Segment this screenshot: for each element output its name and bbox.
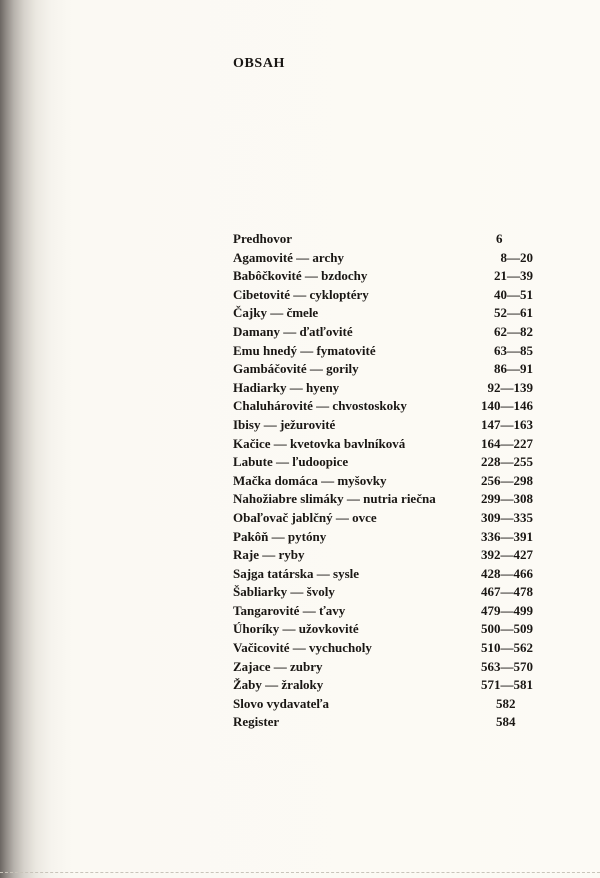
toc-entry	[233, 583, 533, 602]
toc-entry	[233, 695, 533, 714]
toc-entry	[233, 472, 533, 491]
toc-entry-title: Damany — ďatľovité	[233, 323, 353, 339]
toc-entry-pages: 21—39	[494, 268, 533, 284]
toc-entry	[233, 565, 533, 584]
toc-entry	[233, 397, 533, 416]
toc-entry-pages: 571—581	[481, 677, 533, 693]
page-title: OBSAH	[233, 56, 286, 71]
toc-entry-pages: 563—570	[481, 658, 533, 674]
toc-entry-title: Úhoríky — užovkovité	[233, 621, 359, 637]
toc-entry	[233, 286, 533, 305]
toc-entry-title: Ibisy — ježurovité	[233, 416, 336, 432]
toc-entry	[233, 676, 533, 695]
toc-entry-title: Emu hnedý — fymatovité	[233, 342, 376, 358]
toc-entry-title: Hadiarky — hyeny	[233, 379, 340, 395]
table-of-contents	[233, 230, 533, 732]
toc-entry-title: Čajky — čmele	[233, 305, 319, 321]
toc-entry-pages: 582	[496, 695, 516, 711]
toc-entry-pages: 228—255	[481, 454, 533, 470]
toc-entry-title: Kačice — kvetovka bavlníková	[233, 435, 406, 451]
toc-entry-title: Sajga tatárska — sysle	[233, 565, 360, 581]
toc-entry-title: Babôčkovité — bzdochy	[233, 268, 368, 284]
toc-entry-pages: 63—85	[494, 342, 533, 358]
toc-entry-pages: 256—298	[481, 472, 533, 488]
toc-entry-title: Obaľovač jablčný — ovce	[233, 509, 377, 525]
toc-entry-title: Chaluhárovité — chvostoskoky	[233, 398, 407, 414]
toc-entry-title: Šabliarky — švoly	[233, 584, 335, 600]
toc-entry-pages: 467—478	[481, 584, 533, 600]
toc-entry	[233, 528, 533, 547]
toc-entry	[233, 602, 533, 621]
toc-entry-title: Slovo vydavateľa	[233, 695, 330, 711]
toc-entry-pages: 140—146	[481, 398, 533, 414]
toc-entry-title: Žaby — žraloky	[233, 677, 324, 693]
toc-entry-title: Cibetovité — cykloptéry	[233, 286, 369, 302]
toc-entry	[233, 453, 533, 472]
toc-entry-pages: 336—391	[481, 528, 533, 544]
toc-entry	[233, 323, 533, 342]
toc-entry-pages: 62—82	[494, 323, 533, 339]
toc-entry	[233, 416, 533, 435]
toc-entry	[233, 267, 533, 286]
toc-entry-pages: 309—335	[481, 509, 533, 525]
toc-entry-title: Zajace — zubry	[233, 658, 323, 674]
toc-entry-pages: 500—509	[481, 621, 533, 637]
toc-entry	[233, 379, 533, 398]
toc-entry	[233, 490, 533, 509]
page-edge-line	[0, 872, 600, 874]
toc-entry-title: Labute — ľudoopice	[233, 454, 349, 470]
toc-entry-pages: 40—51	[494, 286, 533, 302]
toc-entry	[233, 639, 533, 658]
toc-entry-pages: 164—227	[481, 435, 533, 451]
toc-entry-pages: 510—562	[481, 640, 533, 656]
toc-entry-pages: 479—499	[481, 602, 533, 618]
toc-entry	[233, 620, 533, 639]
toc-entry-pages: 6	[496, 231, 503, 246]
toc-entry-pages: 392—427	[481, 547, 533, 563]
toc-entry-pages: 92—139	[487, 379, 533, 395]
toc-entry	[233, 713, 533, 732]
toc-entry-pages: 8—20	[500, 249, 533, 265]
toc-entry-title: Agamovité — archy	[233, 249, 344, 265]
toc-entry	[233, 249, 533, 268]
toc-entry-pages: 584	[496, 714, 516, 730]
toc-entry-title: Pakôň — pytóny	[233, 528, 327, 544]
toc-entry-title: Predhovor	[233, 231, 292, 246]
toc-entry	[233, 509, 533, 528]
toc-entry-title: Vačicovité — vychucholy	[233, 640, 372, 656]
toc-entry-pages: 52—61	[494, 305, 533, 321]
toc-entry	[233, 360, 533, 379]
toc-entry-pages: 299—308	[481, 491, 533, 507]
toc-entry	[233, 658, 533, 677]
toc-entry-pages: 428—466	[481, 565, 533, 581]
toc-entry-pages: 147—163	[481, 416, 533, 432]
toc-entry-pages: 86—91	[494, 361, 533, 377]
toc-entry-title: Nahožiabre slimáky — nutria riečna	[233, 491, 436, 507]
toc-entry	[233, 546, 533, 565]
toc-entry-title: Gambáčovité — gorily	[233, 361, 359, 377]
toc-entry-title: Tangarovité — ťavy	[233, 602, 346, 618]
toc-entry	[233, 435, 533, 454]
toc-entry	[233, 342, 533, 361]
toc-entry-title: Raje — ryby	[233, 547, 305, 563]
toc-entry	[233, 230, 533, 249]
toc-entry	[233, 304, 533, 323]
toc-entry-title: Register	[233, 714, 280, 730]
toc-entry-title: Mačka domáca — myšovky	[233, 472, 387, 488]
